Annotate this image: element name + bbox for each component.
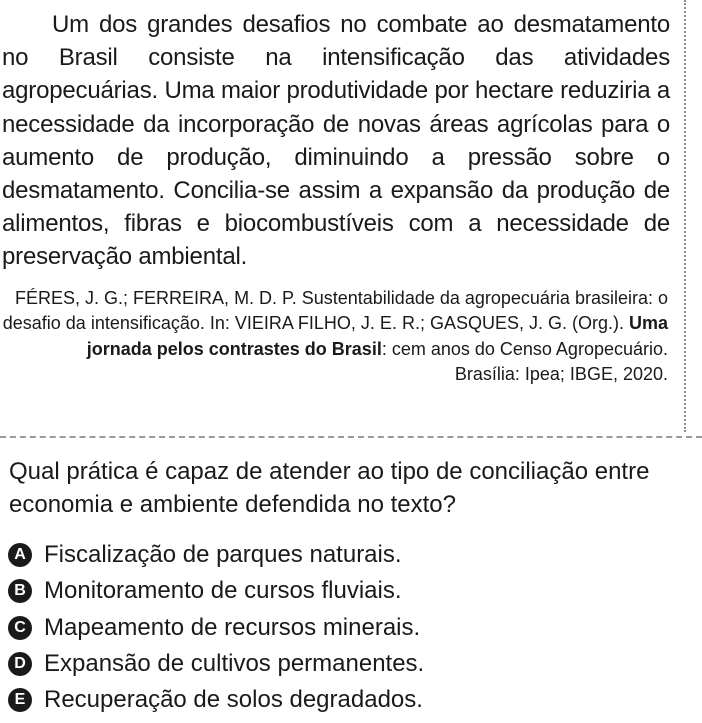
citation-publisher: Brasília: Ipea; IBGE, 2020. [454, 364, 668, 385]
question-text: Qual prática é capaz de atender ao tipo de conciliação entre economia e ambiente defendida no texto? [9, 458, 650, 518]
option-b-text: Monitoramento de cursos fluviais. [44, 577, 402, 605]
citation-subtitle: : cem anos do Censo Agropecuário. [381, 338, 668, 359]
option-a[interactable] [8, 537, 698, 573]
option-b-letter-icon: B [8, 579, 32, 603]
option-c[interactable] [8, 610, 698, 646]
option-e[interactable] [8, 682, 698, 718]
option-d-text: Expansão de cultivos permanentes. [44, 650, 425, 678]
answer-options [8, 537, 698, 718]
option-a-text: Fiscalização de parques naturais. [44, 541, 402, 569]
option-e-text: Recuperação de solos degradados. [44, 686, 423, 714]
option-c-letter-icon: C [8, 616, 32, 640]
option-a-letter-icon: A [8, 543, 32, 567]
option-b[interactable] [8, 573, 698, 609]
option-e-letter-icon: E [8, 688, 32, 712]
citation-authors: FÉRES, J. G.; FERREIRA, M. D. P. Sustentabilidade da agropecuária brasileira: o desafio da intensificação. In: VIEIRA FILHO, J. E. R.; GASQUES, J. G. (Org.). [2, 287, 668, 334]
citation [2, 286, 668, 388]
passage-text: Um dos grandes desafios no combate ao desmatamento no Brasil consiste na intensificação das atividades agropecuárias. Uma maior produtividade por hectare reduziria a necessidade da incorporação de novas áreas agrícolas para o aumento de produção, diminuindo a pressão sobre o desmatamento. Concilia-se assim a expansão da produção de alimentos, fibras e biocombustíveis com a necessidade de preservação ambiental. [2, 11, 670, 271]
option-c-text: Mapeamento de recursos minerais. [44, 613, 421, 641]
dashed-divider [0, 436, 702, 438]
citation-title: Uma jornada pelos contrastes do Brasil [86, 313, 668, 359]
option-d[interactable] [8, 646, 698, 682]
option-d-letter-icon: D [8, 652, 32, 676]
